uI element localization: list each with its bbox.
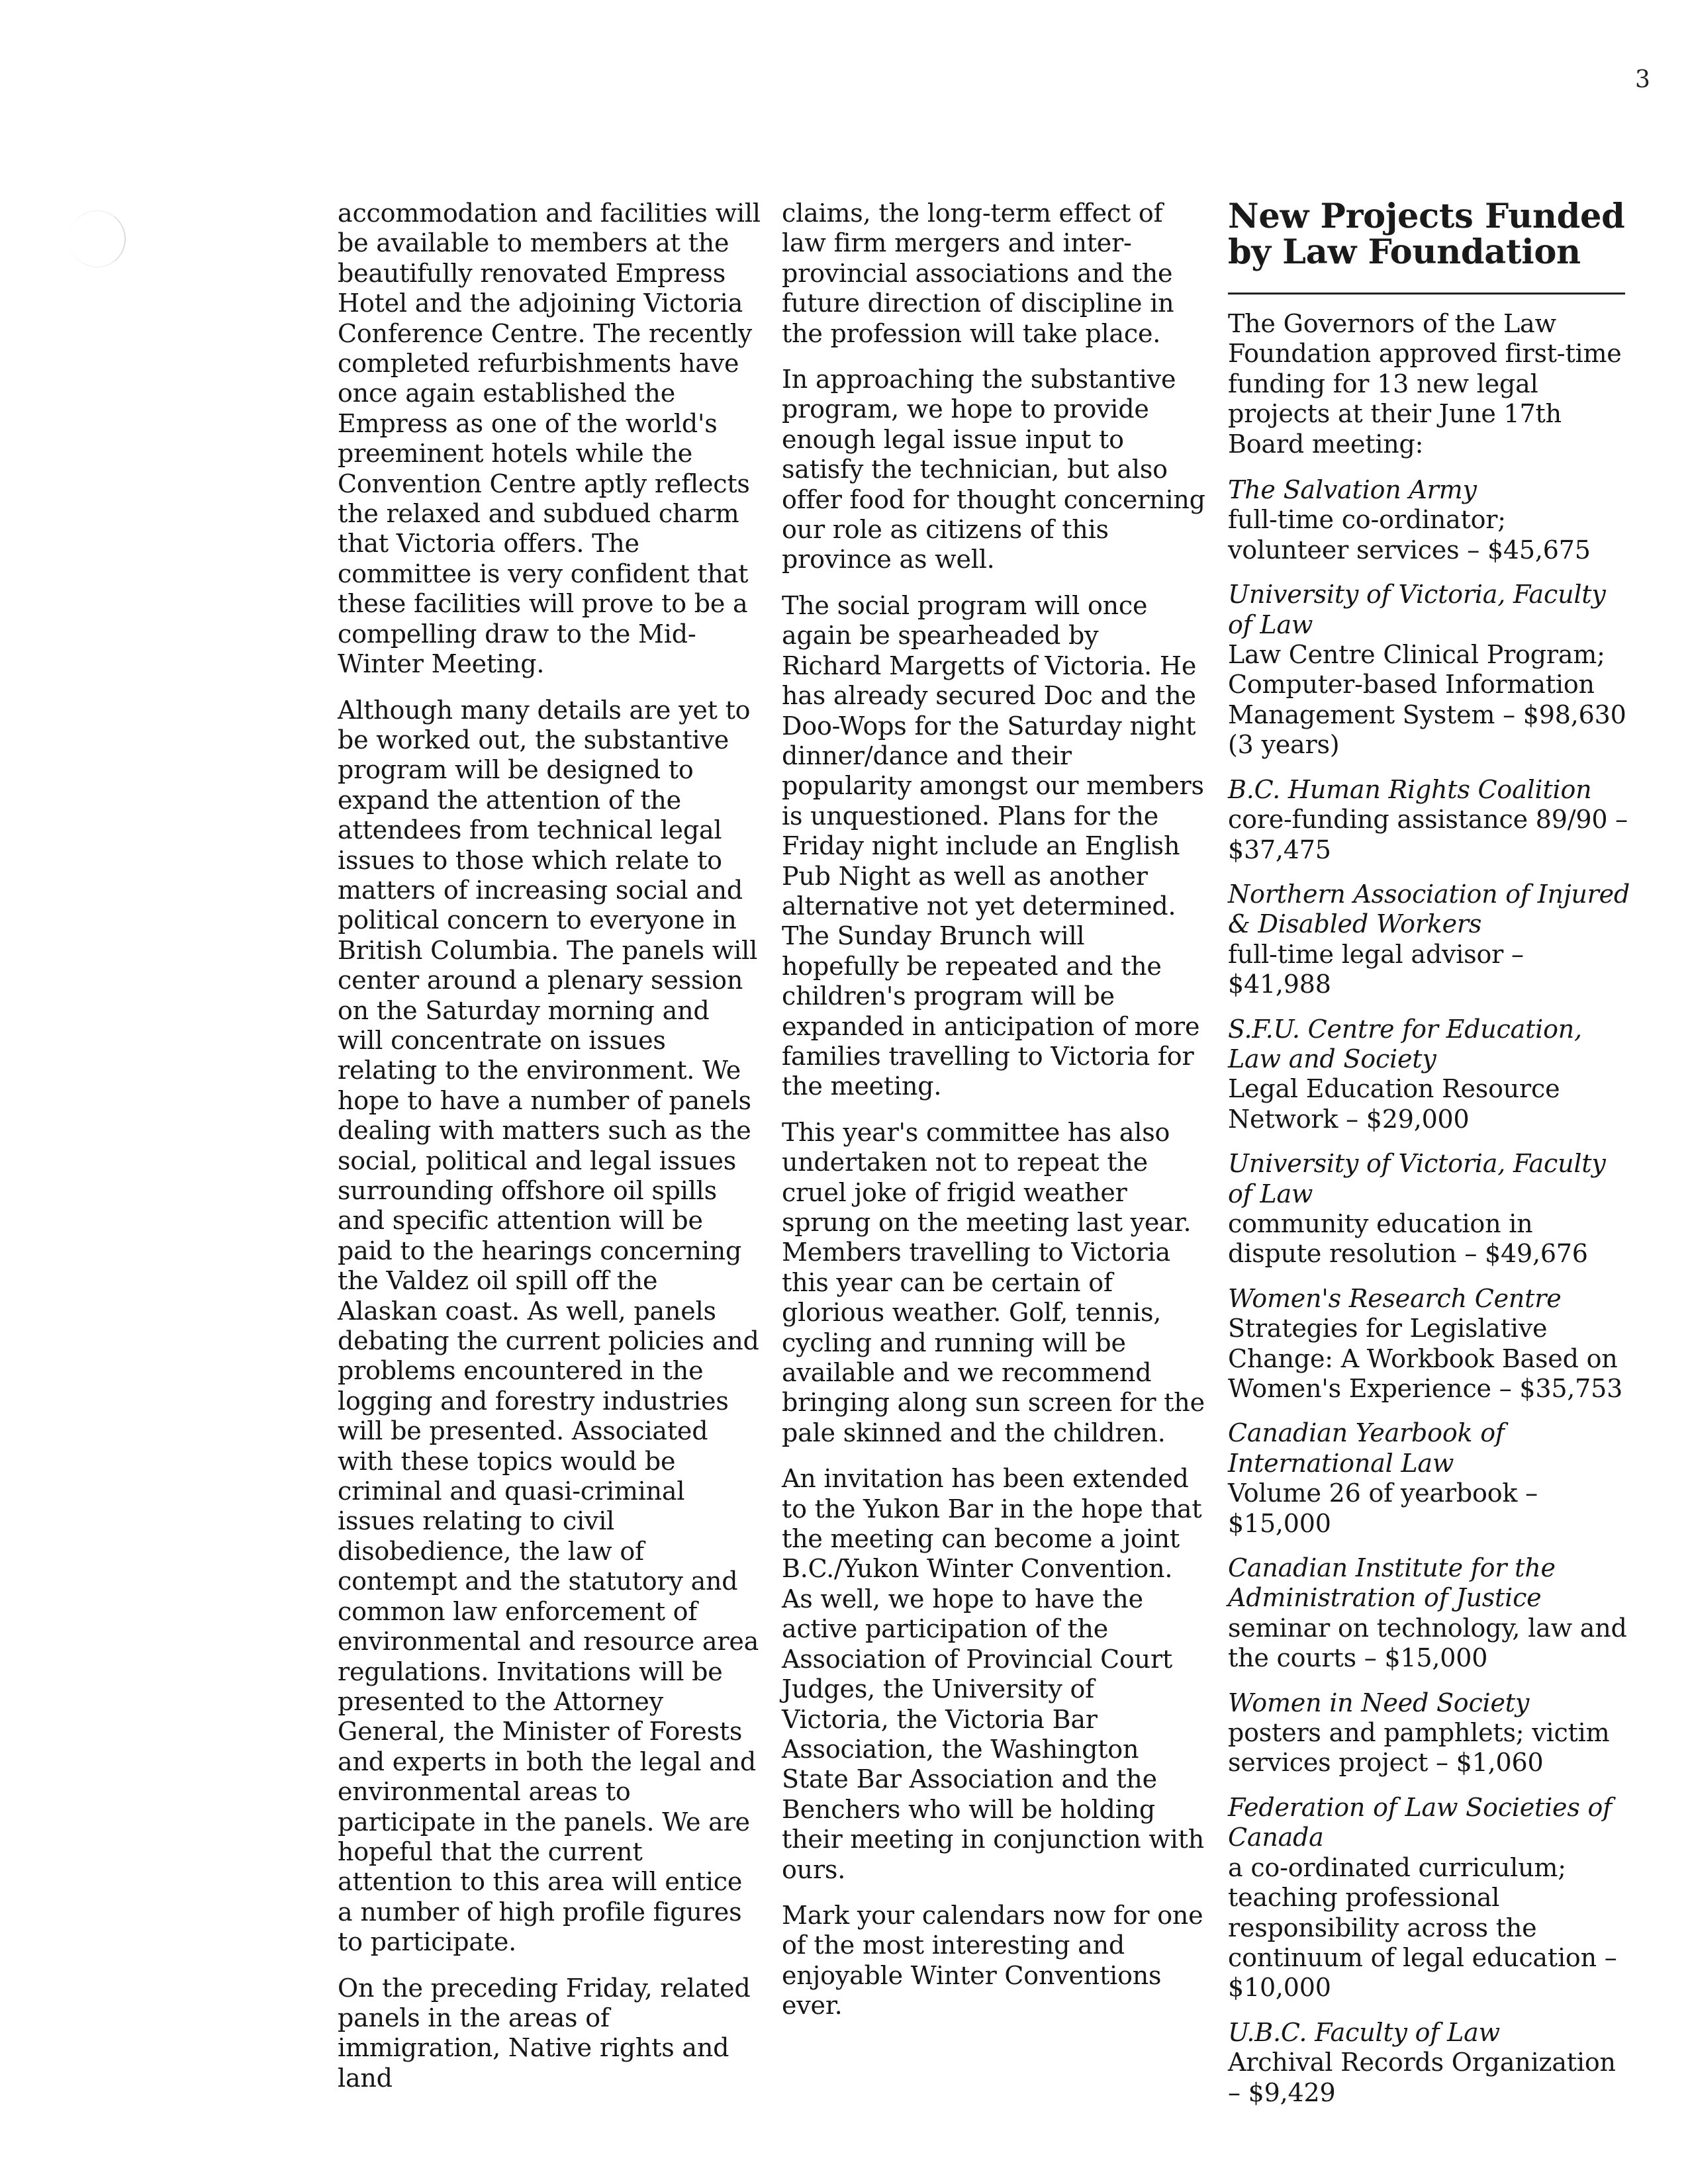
- article-paragraph: Although many details are yet to be worked out, the substantive program will be designed to expand the attention of the attendees from technical legal issues to those which relate to matters of increasing social and political concern to everyone in British Columbia. The panels will center around a plenary session on the Saturday morning and will concentrate on issues relating to the environment. We hope to have a number of panels dealing with matters such as the social, political and legal issues surrounding offshore oil spills and specific attention will be paid to the hearings concerning the Valdez oil spill off the Alaskan coast. As well, panels debating the current policies and problems encountered in the logging and forestry industries will be presented. Associated with these topics would be criminal and quasi-criminal issues relating to civil disobedience, the law of contempt and the statutory and common law enforcement of environmental and resource area regulations. Invitations will be presented to the Attorney General, the Minister of Forests and experts in both the legal and environmental areas to participate in the panels. We are hopeful that the current attention to this area will entice a number of high profile figures to participate.: [338, 695, 759, 1957]
- project-entry: [1228, 1284, 1632, 1404]
- project-organization: Canadian Institute for the Administration of Justice: [1228, 1553, 1556, 1613]
- project-organization: Canadian Yearbook of International Law: [1228, 1418, 1505, 1478]
- project-entry: [1228, 1149, 1632, 1269]
- project-description: Law Centre Clinical Program; Computer-based Information Management System – $98,630 (3 years): [1228, 640, 1626, 760]
- article-paragraph: An invitation has been extended to the Yukon Bar in the hope that the meeting can become a joint B.C./Yukon Winter Convention. As well, we hope to have the active participation of the Association of Provincial Court Judges, the University of Victoria, the Victoria Bar Association, the Washington State Bar Association and the Benchers who will be holding their meeting in conjunction with ours.: [782, 1464, 1204, 1884]
- project-entry: [1228, 1688, 1632, 1778]
- project-organization: Federation of Law Societies of Canada: [1228, 1792, 1613, 1852]
- project-organization: S.F.U. Centre for Education, Law and Society: [1228, 1014, 1582, 1073]
- project-organization: Women in Need Society: [1228, 1688, 1530, 1717]
- project-entry: [1228, 475, 1632, 565]
- sidebar-title: New Projects Funded by Law Foundation: [1228, 197, 1625, 272]
- project-entry: [1228, 1015, 1632, 1135]
- article-paragraph: This year's committee has also undertaken not to repeat the cruel joke of frigid weather sprung on the meeting last year. Members travelling to Victoria this year can be certain of glorious weather. Golf, tennis, cycling and running will be available and we recommend bringing along sun screen for the pale skinned and the children.: [782, 1117, 1205, 1447]
- project-description: community education in dispute resolution – $49,676: [1228, 1208, 1588, 1269]
- article-paragraph: In approaching the substantive program, we hope to provide enough legal issue input to satisfy the technician, but also offer food for thought concerning our role as citizens of this province as well.: [782, 365, 1205, 574]
- project-organization: The Salvation Army: [1228, 475, 1477, 505]
- project-organization: University of Victoria, Faculty of Law: [1228, 1149, 1606, 1208]
- article-paragraph: The social program will once again be spearheaded by Richard Margetts of Victoria. He has already secured Doc and the Doo-Wops for the Saturday night dinner/dance and their popularity amongst our members is unquestioned. Plans for the Friday night include an English Pub Night as well as another alternative not yet determined. The Sunday Brunch will hopefully be repeated and the children's program will be expanded in anticipation of more families travelling to Victoria for the meeting.: [782, 590, 1204, 1101]
- project-organization: B.C. Human Rights Coalition: [1228, 774, 1592, 804]
- project-description: full-time co-ordinator; volunteer services – $45,675: [1228, 505, 1591, 565]
- project-description: core-funding assistance 89/90 – $37,475: [1228, 805, 1628, 864]
- punch-hole-mark: [69, 210, 126, 267]
- project-organization: Northern Association of Injured & Disabled Workers: [1228, 879, 1630, 939]
- article-column-left: [338, 199, 761, 2109]
- sidebar-divider: [1228, 293, 1625, 295]
- article-paragraph: Mark your calendars now for one of the most interesting and enjoyable Winter Conventions ever.: [782, 1900, 1203, 2021]
- project-description: Legal Education Resource Network – $29,000: [1228, 1074, 1560, 1134]
- project-description: Volume 26 of yearbook – $15,000: [1228, 1479, 1538, 1538]
- article-paragraph: accommodation and facilities will be available to members at the beautifully renovated Empress Hotel and the adjoining Victoria Conference Centre. The recently completed refurbishments have once again established the Empress as one of the world's preeminent hotels while the Convention Centre aptly reflects the relaxed and subdued charm that Victoria offers. The committee is very confident that these facilities will prove to be a compelling draw to the Mid-Winter Meeting.: [338, 199, 761, 679]
- project-entry: [1228, 2018, 1632, 2108]
- project-description: Archival Records Organization – $9,429: [1228, 2048, 1616, 2107]
- project-organization: Women's Research Centre: [1228, 1283, 1562, 1313]
- project-organization: University of Victoria, Faculty of Law: [1228, 580, 1606, 639]
- article-paragraph: On the preceding Friday, related panels in the areas of immigration, Native rights and land: [338, 1973, 751, 2093]
- project-description: a co-ordinated curriculum; teaching professional responsibility across the continuum of legal education – $10,000: [1228, 1852, 1617, 2003]
- project-entry: [1228, 1418, 1632, 1539]
- project-entry: [1228, 880, 1632, 1000]
- sidebar-funded-projects: [1228, 199, 1632, 2122]
- project-entry: [1228, 1793, 1632, 2003]
- page-number: 3: [1635, 66, 1650, 93]
- project-entry: [1228, 1553, 1632, 1674]
- project-description: seminar on technology, law and the courts – $15,000: [1228, 1613, 1627, 1673]
- project-organization: U.B.C. Faculty of Law: [1228, 2017, 1500, 2047]
- project-description: posters and pamphlets; victim services project – $1,060: [1228, 1718, 1610, 1778]
- project-description: Strategies for Legislative Change: A Workbook Based on Women's Experience – $35,753: [1228, 1314, 1623, 1403]
- sidebar-intro: The Governors of the Law Foundation approved first-time funding for 13 new legal projects at their June 17th Board meeting:: [1228, 309, 1622, 459]
- project-entry: [1228, 775, 1632, 865]
- project-entry: [1228, 580, 1632, 760]
- project-description: full-time legal advisor – $41,988: [1228, 939, 1524, 999]
- article-paragraph: claims, the long-term effect of law firm mergers and inter-provincial associations and the future direction of discipline in the profession will take place.: [782, 199, 1174, 348]
- article-column-middle: [782, 199, 1205, 2037]
